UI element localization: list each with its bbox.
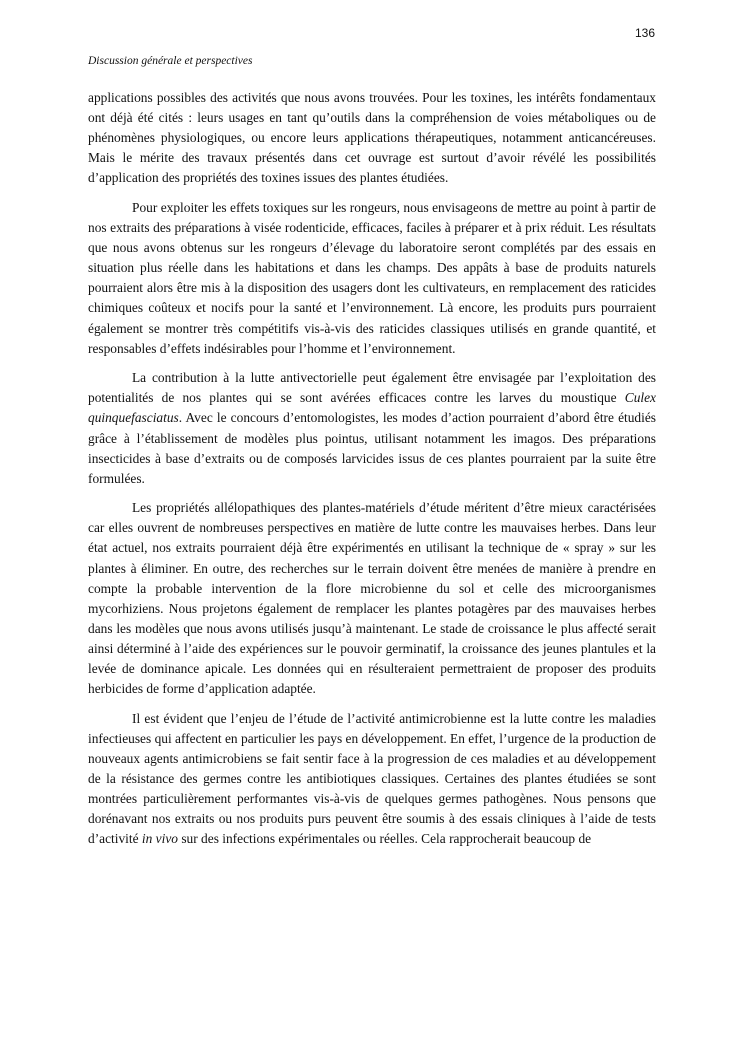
- body-text: [88, 88, 656, 849]
- paragraph-toxins: applications possibles des activités que nous avons trouvées. Pour les toxines, les intérêts fondamentaux ont déjà été cités : leurs usages en tant qu’outils dans la compréhension de voies métaboliques ou de phénomènes physiologiques, ou encore leurs applications thérapeutiques, notamment anticancéreuses. Mais le mérite des travaux présentés dans cet ouvrage est surtout d’avoir révélé les possibilités d’application des propriétés des toxines issues des plantes étudiées.: [88, 90, 656, 186]
- paragraph-text: . Avec le concours d’entomologistes, les modes d’action pourraient d’abord être étudiés grâce à l’établissement de modèles plus pointus, utilisant notamment les imagos. Des préparations insecticides à base d’extraits ou de composés larvicides issus de ces plantes pourraient par la suite être formulées.: [88, 410, 656, 486]
- paragraph-allelopathy: Les propriétés allélopathiques des plantes-matériels d’étude méritent d’être mieux caractérisées car elles ouvrent de nombreuses perspectives en matière de lutte contre les mauvaises herbes. Dans leur état actuel, nos extraits pourraient déjà être expérimentés en utilisant la technique de « spray » sur les plantes à éliminer. En outre, des recherches sur le terrain doivent être menées de manière à prendre en compte la probable intervention de la flore microbienne du sol et celle des microorganismes mycorhiziens. Nous projetons également de remplacer les plantes potagères par des mauvaises herbes dans les modèles que nous avons utilisés jusqu’à maintenant. Le stade de croissance le plus affecté serait ainsi déterminé à l’aide des expériences sur le pouvoir germinatif, la croissance des jeunes plantules et la levée de dominance apicale. Les données qui en résulteraient permettraient de proposer des produits herbicides de forme d’application adaptée.: [88, 500, 656, 697]
- running-header: Discussion générale et perspectives: [88, 55, 253, 67]
- paragraph-rodenticide: Pour exploiter les effets toxiques sur les rongeurs, nous envisageons de mettre au point à partir de nos extraits des préparations à visée rodenticide, efficaces, faciles à préparer et à prix réduit. Les résultats que nous avons obtenus sur les rongeurs d’élevage du laboratoire seront complétés par des essais en situation plus réelle dans les habitations et dans les champs. Des appâts à base de produits naturels pourraient alors être mis à la disposition des usagers dont les cultivateurs, en remplacement des raticides chimiques coûteux et nocifs pour la santé et l’environnement. Là encore, les produits purs pourraient également se montrer très compétitifs vis-à-vis des raticides classiques utilisés en grande quantité, et responsables d’effets indésirables pour l’homme et l’environnement.: [88, 199, 656, 356]
- species-name: Culex quinquefasciatus: [88, 390, 656, 426]
- paragraph-text: La contribution à la lutte antivectorielle peut également être envisagée par l’exploitation des potentialités de nos plantes qui se sont avérées efficaces contre les larves du moustique: [88, 370, 656, 406]
- paragraph-text: Il est évident que l’enjeu de l’étude de l’activité antimicrobienne est la lutte contre les maladies infectieuses qui affectent en particulier les pays en développement. En effet, l’urgence de la production de nouveaux agents antimicrobiens se fait sentir face à la progression de ces maladies et au développement de la résistance des germes contre les antibiotiques classiques. Certaines des plantes étudiées se sont montrées particulièrement performantes vis-à-vis de quelques germes pathogènes. Nous pensons que dorénavant nos extraits ou nos produits purs peuvent être soumis à des essais cliniques à l’aide de tests d’activité: [88, 710, 656, 847]
- paragraph-antimicrobial: [88, 709, 656, 850]
- paragraph-text: sur des infections expérimentales ou réelles. Cela rapprocherait beaucoup de: [178, 831, 592, 847]
- latin-term: in vivo: [141, 831, 178, 847]
- page-number: 136: [634, 26, 655, 40]
- paragraph-antivector: [88, 368, 656, 489]
